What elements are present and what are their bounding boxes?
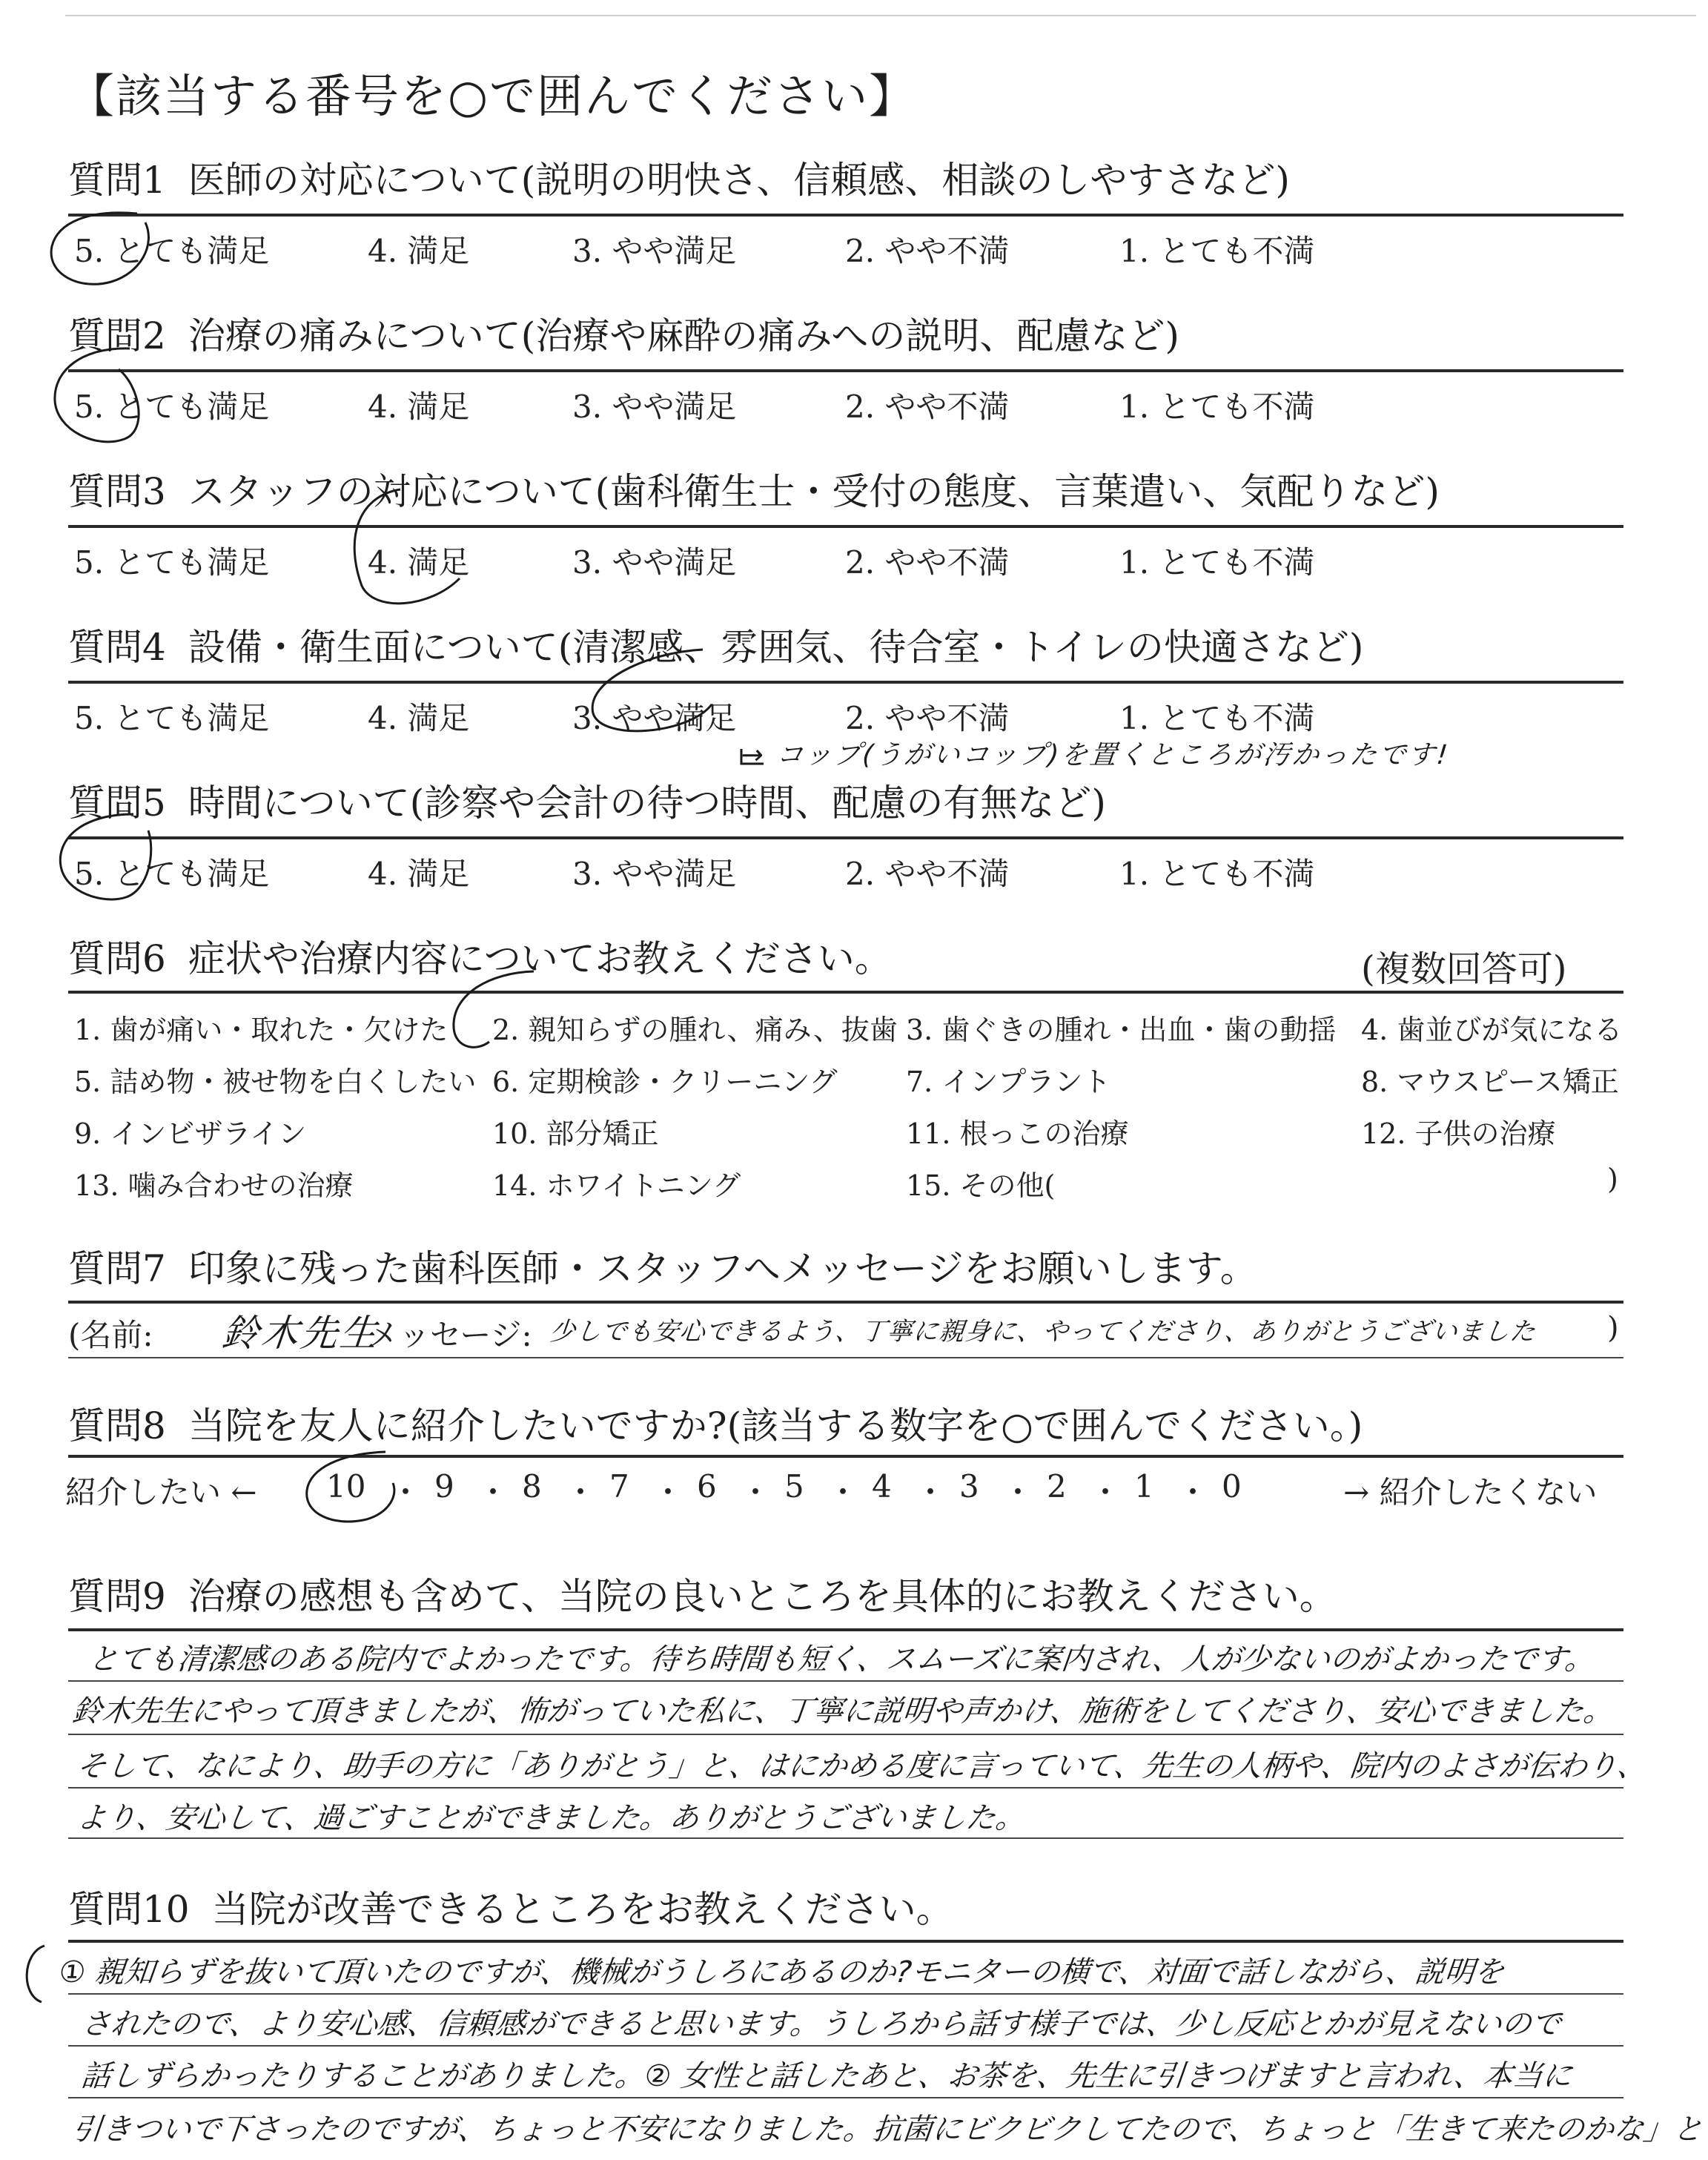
question-4	[68, 626, 1623, 669]
handwritten-name[interactable]: 鈴木先生	[219, 1312, 382, 1355]
symptom-option-6[interactable]: 6. 定期検診・クリーニング	[492, 1066, 838, 1098]
question-number: 質問4	[68, 626, 166, 669]
symptom-option-1[interactable]: 1. 歯が痛い・取れた・欠けた	[74, 1014, 448, 1046]
scale-left-label: 紹介したい ←	[65, 1474, 257, 1510]
scale-9[interactable]: 9	[434, 1468, 454, 1505]
option-3[interactable]: 3. やや満足	[572, 233, 737, 269]
question-title: スタッフの対応について(歯科衛生士・受付の態度、言葉遣い、気配りなど)	[188, 470, 1440, 513]
scale-dot: ・	[1177, 1474, 1209, 1510]
answer-line	[68, 2097, 1623, 2098]
answer-line	[68, 2045, 1623, 2047]
answer-line	[68, 1993, 1623, 1995]
handwritten-q9-line-1[interactable]: とても清潔感のある院内でよかったです。待ち時間も短く、スムーズに案内され、人が少ないのがよかったです。	[87, 1642, 1597, 1677]
question-7-bottom-rule	[68, 1357, 1623, 1358]
question-title: 時間について(診察や会計の待つ時間、配慮の有無など)	[188, 782, 1106, 825]
option-5[interactable]: 5. とても満足	[74, 700, 270, 736]
option-3[interactable]: 3. やや満足	[572, 856, 737, 892]
scale-0[interactable]: 0	[1222, 1468, 1242, 1505]
option-2[interactable]: 2. やや不満	[845, 233, 1010, 269]
question-4-rule	[68, 681, 1623, 684]
symptom-option-12[interactable]: 12. 子供の治療	[1361, 1117, 1556, 1150]
scale-dot: ・	[915, 1474, 947, 1510]
question-number: 質問5	[68, 782, 166, 825]
answer-line	[68, 1680, 1623, 1682]
symptom-option-2[interactable]: 2. 親知らずの腫れ、痛み、抜歯	[492, 1014, 898, 1046]
handwritten-q4-note: → コップ(うがいコップ)を置くところが汚かったです!	[739, 740, 1452, 770]
option-4[interactable]: 4. 満足	[368, 233, 470, 269]
question-title: 治療の感想も含めて、当院の良いところを具体的にお教えください。	[188, 1575, 1337, 1618]
answer-line	[68, 1787, 1623, 1789]
question-6-options	[74, 1003, 1623, 1225]
question-number: 質問7	[68, 1247, 166, 1290]
symptom-option-7[interactable]: 7. インプラント	[906, 1066, 1111, 1098]
scale-2[interactable]: 2	[1047, 1468, 1067, 1505]
handwritten-q9-line-2[interactable]: 鈴木先生にやって頂きましたが、怖がっていた私に、丁寧に説明や声かけ、施術をしてくださり、安心できました。	[70, 1694, 1615, 1728]
symptom-option-3[interactable]: 3. 歯ぐきの腫れ・出血・歯の動揺	[906, 1014, 1337, 1046]
option-3[interactable]: 3. やや満足	[572, 544, 737, 581]
option-4[interactable]: 4. 満足	[368, 389, 470, 425]
question-2	[68, 314, 1623, 357]
question-title: 当院を友人に紹介したいですか?(該当する数字を○で囲んでください。)	[188, 1404, 1363, 1447]
question-number: 質問10	[68, 1888, 190, 1931]
scale-dot: ・	[1002, 1474, 1034, 1510]
option-2[interactable]: 2. やや不満	[845, 544, 1010, 581]
handwritten-q9-line-3[interactable]: そして、なにより、助手の方に「ありがとう」と、はにかめる度に言っていて、先生の人柄や、院内のよさが伝わり、	[75, 1749, 1649, 1783]
scale-dot: ・	[390, 1474, 422, 1510]
scale-dot: ・	[477, 1474, 509, 1510]
option-2[interactable]: 2. やや不満	[845, 700, 1010, 736]
option-1[interactable]: 1. とても不満	[1119, 856, 1315, 892]
handwritten-q10-line-3[interactable]: 話しずらかったりすることがありました。② 女性と話したあと、お茶を、先生に引きつげますと言われ、本当に	[79, 2059, 1575, 2093]
question-1	[68, 159, 1623, 202]
question-3-rule	[68, 525, 1623, 528]
handwritten-q10-line-4[interactable]: 引きついで下さったのですが、ちょっと不安になりました。抗菌にビクビクしてたので、ちょっと「生きて来たのかな」と	[70, 2113, 1705, 2147]
scale-8[interactable]: 8	[522, 1468, 542, 1505]
question-title: 治療の痛みについて(治療や麻酔の痛みへの説明、配慮など)	[188, 314, 1179, 357]
scale-4[interactable]: 4	[872, 1468, 892, 1505]
handwritten-q10-line-2[interactable]: されたので、より安心感、信頼感ができると思います。うしろから話す様子では、少し反応とかが見えないので	[79, 2007, 1563, 2041]
multiple-answer-note: (複数回答可)	[1361, 948, 1567, 990]
scale-dot: ・	[652, 1474, 684, 1510]
question-title: 医師の対応について(説明の明快さ、信頼感、相談のしやすさなど)	[188, 159, 1290, 202]
option-3[interactable]: 3. やや満足	[572, 700, 737, 736]
scale-right-label: → 紹介したくない	[1343, 1474, 1598, 1510]
question-1-rule	[68, 214, 1623, 217]
symptom-option-15[interactable]: 15. その他(	[906, 1169, 1056, 1202]
question-6-rule	[68, 991, 1623, 994]
question-10	[68, 1888, 1623, 1931]
symptom-option-9[interactable]: 9. インビザライン	[74, 1117, 307, 1150]
scale-10[interactable]: 10	[326, 1468, 366, 1505]
option-1[interactable]: 1. とても不満	[1119, 389, 1315, 425]
option-5[interactable]: 5. とても満足	[74, 544, 270, 581]
option-5[interactable]: 5. とても満足	[74, 233, 270, 269]
handwritten-message[interactable]: 少しでも安心できるよう、丁寧に親身に、やってくださり、ありがとうございました	[548, 1317, 1537, 1347]
option-5[interactable]: 5. とても満足	[74, 389, 270, 425]
scale-5[interactable]: 5	[784, 1468, 804, 1505]
question-number: 質問3	[68, 470, 166, 513]
other-close-paren: )	[1607, 1163, 1618, 1195]
option-4[interactable]: 4. 満足	[368, 700, 470, 736]
question-title: 当院が改善できるところをお教えください。	[211, 1888, 953, 1931]
question-5-rule	[68, 836, 1623, 839]
question-9	[68, 1575, 1623, 1618]
symptom-option-5[interactable]: 5. 詰め物・被せ物を白くしたい	[74, 1066, 477, 1098]
question-number: 質問2	[68, 314, 166, 357]
scale-6[interactable]: 6	[697, 1468, 717, 1505]
question-title: 症状や治療内容についてお教えください。	[188, 937, 892, 980]
symptom-option-10[interactable]: 10. 部分矯正	[492, 1117, 659, 1150]
scale-1[interactable]: 1	[1134, 1468, 1154, 1505]
symptom-option-13[interactable]: 13. 噛み合わせの治療	[74, 1169, 354, 1202]
symptom-option-4[interactable]: 4. 歯並びが気になる	[1361, 1014, 1623, 1046]
question-8-rule	[68, 1455, 1623, 1458]
question-5	[68, 782, 1623, 825]
option-3[interactable]: 3. やや満足	[572, 389, 737, 425]
scale-3[interactable]: 3	[959, 1468, 979, 1505]
question-number: 質問1	[68, 159, 166, 202]
question-8	[68, 1404, 1623, 1447]
handwritten-q9-line-4[interactable]: より、安心して、過ごすことができました。ありがとうございました。	[75, 1801, 1027, 1835]
scale-dot: ・	[1090, 1474, 1122, 1510]
question-number: 質問8	[68, 1404, 166, 1447]
handwritten-q10-line-1[interactable]: ① 親知らずを抜いて頂いたのですが、機械がうしろにあるのか?モニターの横で、対面で話しながら、説明を	[57, 1955, 1506, 1989]
top-border	[65, 15, 1696, 16]
option-1[interactable]: 1. とても不満	[1119, 700, 1315, 736]
scale-7[interactable]: 7	[609, 1468, 629, 1505]
question-9-rule	[68, 1628, 1623, 1631]
question-2-rule	[68, 369, 1623, 372]
name-label: (名前:	[68, 1317, 153, 1353]
option-1[interactable]: 1. とても不満	[1119, 544, 1315, 581]
scale-dot: ・	[565, 1474, 597, 1510]
question-7	[68, 1247, 1623, 1290]
answer-line	[68, 1734, 1623, 1735]
symptom-option-14[interactable]: 14. ホワイトニング	[492, 1169, 741, 1202]
question-title: 印象に残った歯科医師・スタッフへメッセージをお願いします。	[188, 1247, 1257, 1290]
question-number: 質問9	[68, 1575, 166, 1618]
question-10-rule	[68, 1940, 1623, 1943]
symptom-option-11[interactable]: 11. 根っこの治療	[906, 1117, 1129, 1150]
option-2[interactable]: 2. やや不満	[845, 389, 1010, 425]
option-4[interactable]: 4. 満足	[368, 856, 470, 892]
symptom-option-8[interactable]: 8. マウスピース矯正	[1361, 1066, 1619, 1098]
message-close-paren: )	[1607, 1311, 1619, 1345]
scale-dot: ・	[827, 1474, 859, 1510]
option-4[interactable]: 4. 満足	[368, 544, 470, 581]
option-5[interactable]: 5. とても満足	[74, 856, 270, 892]
question-3	[68, 470, 1623, 513]
message-label: メッセージ:	[368, 1317, 532, 1353]
answer-line	[68, 1837, 1623, 1839]
option-2[interactable]: 2. やや不満	[845, 856, 1010, 892]
scale-dot: ・	[740, 1474, 772, 1510]
question-number: 質問6	[68, 937, 166, 980]
circle-mark-q10-1	[27, 1946, 44, 2002]
question-title: 設備・衛生面について(清潔感、雰囲気、待合室・トイレの快適さなど)	[188, 626, 1364, 669]
page-heading: 【該当する番号を○で囲んでください】	[68, 69, 917, 123]
option-1[interactable]: 1. とても不満	[1119, 233, 1315, 269]
